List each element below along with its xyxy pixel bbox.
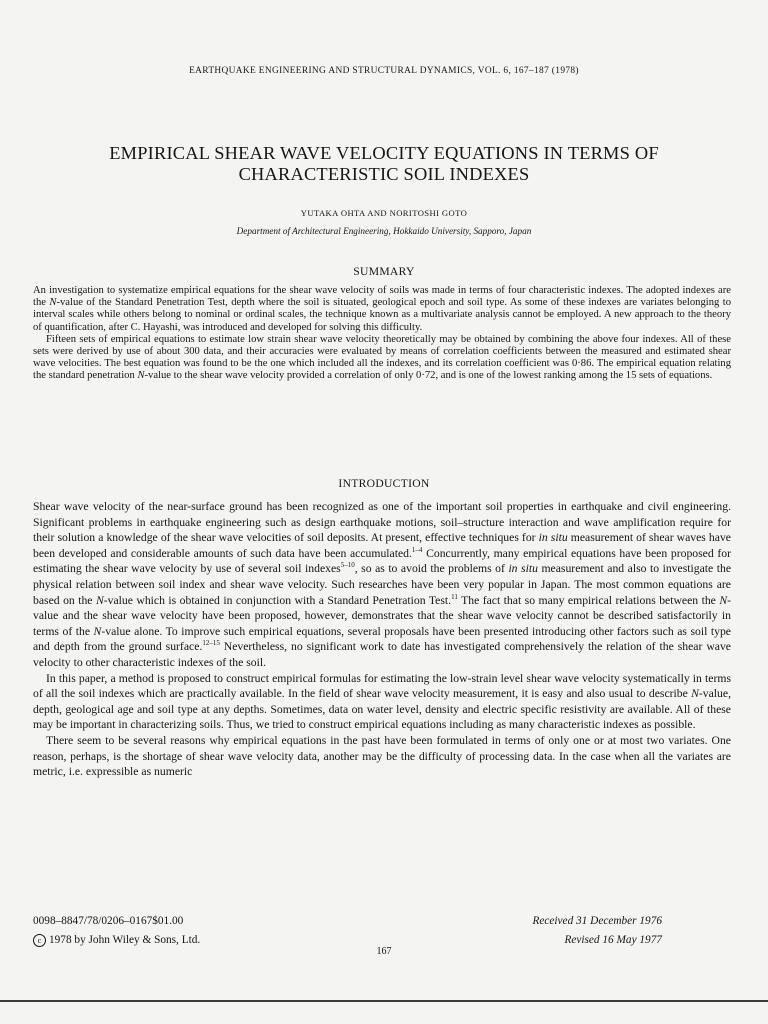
authors: YUTAKA OHTA AND NORITOSHI GOTO: [300, 208, 468, 218]
summary-heading: SUMMARY: [353, 265, 415, 278]
copyright-icon: c: [33, 934, 46, 947]
journal-header: EARTHQUAKE ENGINEERING AND STRUCTURAL DYNAMICS, VOL. 6, 167–187 (1978): [189, 66, 579, 76]
intro-paragraph-3: There seem to be several reasons why empirical equations in the past have been formulated in terms of only one or at most two variates. One reason, perhaps, is the shortage of shear wave velocity data, another may be the difficulty of processing data. In the case when all the variates are metric, i.e. expressible as numeric: [33, 733, 731, 779]
introduction-heading: INTRODUCTION: [338, 477, 430, 490]
revised-date: Revised 16 May 1977: [564, 934, 662, 946]
intro-paragraph-2: In this paper, a method is proposed to construct empirical formulas for estimating the low-strain level shear wave velocity systematically in terms of all the soil indexes which are practically available. In the field of shear wave velocity measurement, it is easy and also usual to describe N-value, depth, geological age and soil type at any depths. Sometimes, data on water level, density and electric specific resistivity are available. All of these may be important in characterizing soils. Thus, we tried to construct empirical equations including as many characteristic indexes as possible.: [33, 671, 731, 732]
citation: 5–10: [340, 561, 355, 570]
paper-title: [20, 143, 748, 185]
footer-left: [33, 912, 200, 950]
copyright: c 1978 by John Wiley & Sons, Ltd.: [33, 931, 200, 950]
summary-body: [33, 285, 731, 383]
citation: 11: [451, 592, 458, 601]
introduction-body: [33, 499, 731, 780]
article-code: 0098–8847/78/0206–0167$01.00: [33, 915, 184, 927]
scan-edge-line: [0, 1000, 768, 1002]
affiliation: Department of Architectural Engineering, Hokkaido University, Sapporo, Japan: [236, 226, 532, 236]
citation: 1–4: [411, 545, 423, 554]
citation: 12–15: [202, 639, 220, 648]
summary-paragraph-2: Fifteen sets of empirical equations to estimate low strain shear wave velocity theoretically may be obtained by combining the above four indexes. All of these sets were derived by use of about 300 data, and their accuracies were evaluated by means of correlation coefficients between the measured and estimated shear wave velocities. The best equation was found to be the one which included all the indexes, and its correlation coefficient was 0·86. The empirical equation relating the standard penetration N-value to the shear wave velocity provided a correlation of only 0·72, and is one of the lowest ranking among the 15 sets of equations.: [33, 333, 731, 382]
title-line-2: CHARACTERISTIC SOIL INDEXES: [238, 164, 530, 184]
received-date: Received 31 December 1976: [532, 915, 662, 927]
intro-paragraph-1: Shear wave velocity of the near-surface ground has been recognized as one of the important soil properties in earthquake and civil engineering. Significant problems in earthquake engineering such as design earthquake motions, soil–structure interaction and wave amplification require for their solution a knowledge of the shear wave velocities of soil deposits. At present, effective techniques for in situ measurement of shear waves have been developed and considerable amounts of such data have been accumulated.$^{1-4}$ Concurrently, many empirical equations have been proposed for estimating the shear wave velocity by use of several soil indexes$^{5-10}$, so as to avoid the problems of in situ measurement and also to investigate the physical relation between soil index and shear wave velocity. Such researches have been very popular in Japan. The most common equations are based on the N-value which is obtained in conjunction with a Standard Penetration Test.$^{11}$ The fact that so many empirical relations between the N-value and the shear wave velocity have been proposed, however, demonstrates that the shear wave velocity cannot be described satisfactorily in terms of the N-value alone. To improve such empirical equations, several proposals have been presented introducing other factors such as soil type and depth from the ground surface.$^{12-15}$ Nevertheless, no significant work to date has investigated comprehensively the relation of the shear wave velocity to other characteristic indexes of the soil.: [33, 500, 732, 669]
title-line-1: EMPIRICAL SHEAR WAVE VELOCITY EQUATIONS IN TERMS OF: [109, 143, 659, 163]
summary-paragraph-1: An investigation to systematize empirical equations for the shear wave velocity of soils was made in terms of four characteristic indexes. The adopted indexes are the N-value of the Standard Penetration Test, depth where the soil is situated, geological epoch and soil type. As some of these indexes are variates belonging to interval scales while others belong to nominal or ordinal scales, the technique known as a multivariate analysis cannot be employed. A new approach to the theory of quantification, after C. Hayashi, was introduced and developed for solving this difficulty.: [33, 285, 731, 333]
footer-right: [532, 912, 662, 950]
page-number: 167: [376, 946, 392, 957]
